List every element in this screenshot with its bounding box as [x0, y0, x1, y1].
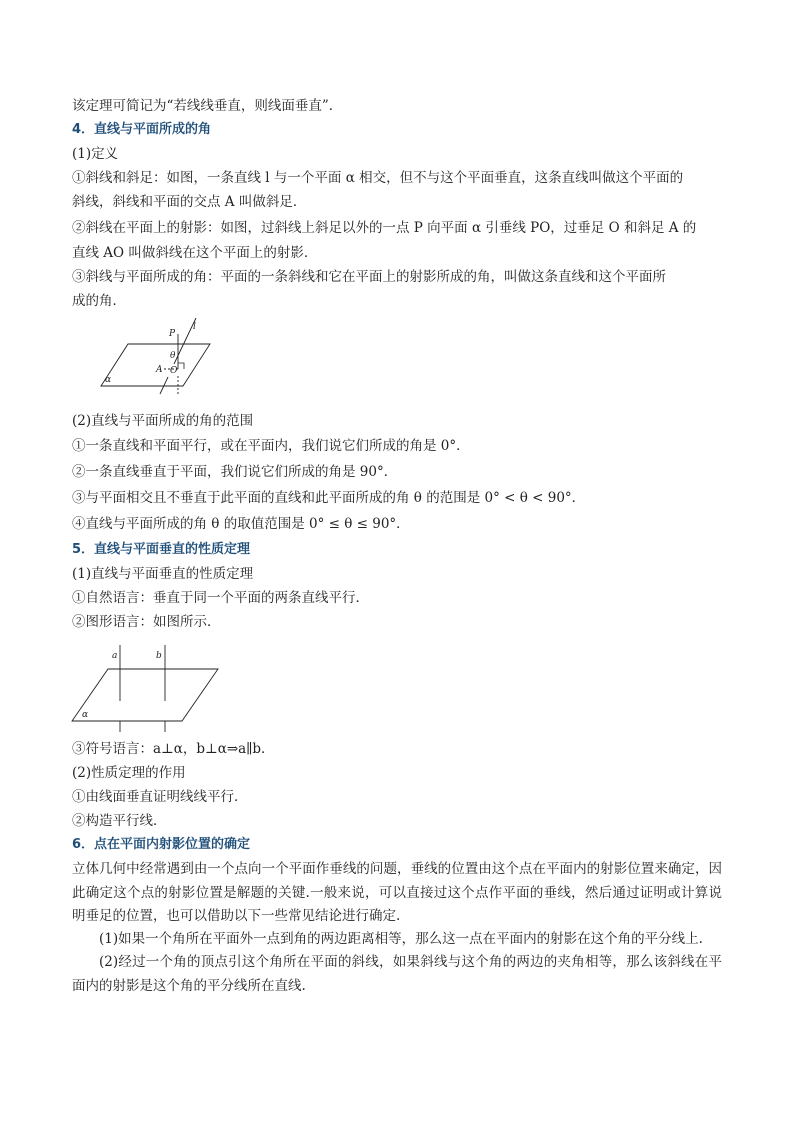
theorem-summary: 该定理可简记为“若线线垂直，则线面垂直”．	[72, 98, 343, 114]
angle-def-1: ③斜线与平面所成的角：平面的一条斜线和它在平面上的射影所成的角，叫做这条直线和这个平面所	[72, 269, 666, 285]
usage-item-2: ②构造平行线．	[72, 813, 167, 829]
range-item-1: ①一条直线和平面平行，或在平面内，我们说它们所成的角是 0°．	[72, 438, 470, 454]
line-l-label: l	[193, 322, 196, 332]
angle-def-2: 成的角．	[72, 293, 126, 309]
oblique-line-def-2: 斜线，斜线和平面的交点 A 叫做斜足．	[72, 194, 307, 210]
projection-def-2: 直线 AO 叫做斜线在这个平面上的射影．	[72, 245, 318, 261]
point-p-label: P	[169, 329, 176, 339]
natural-language: ①自然语言：垂直于同一个平面的两条直线平行．	[72, 590, 369, 606]
plane-alpha-label: α	[105, 375, 112, 385]
property-theorem-heading: (1)直线与平面垂直的性质定理	[72, 566, 254, 582]
range-heading: (2)直线与平面所成的角的范围	[72, 413, 254, 429]
projection-def-1: ②斜线在平面上的射影：如图，过斜线上斜足以外的一点 P 向平面 α 引垂线 PO，过垂足 O 和斜足 A 的	[72, 220, 697, 236]
oblique-line-figure	[98, 316, 218, 388]
point-o-label: O	[170, 366, 178, 376]
parallel-lines-figure	[72, 641, 222, 733]
usage-item-1: ①由线面垂直证明线线平行．	[72, 789, 248, 805]
definition-heading: (1)定义	[72, 146, 119, 162]
oblique-line-def-1: ①斜线和斜足：如图，一条直线 l 与一个平面 α 相交，但不与这个平面垂直，这条直线叫做这个平面的	[72, 170, 684, 186]
line-b-label: b	[156, 651, 162, 661]
line-a-label: a	[112, 651, 118, 661]
plane-alpha-label: α	[82, 710, 89, 720]
graphic-language: ②图形语言：如图所示．	[72, 614, 221, 630]
section-6-heading: 6．点在平面内射影位置的确定	[72, 837, 251, 852]
theorem-usage-heading: (2)性质定理的作用	[72, 765, 186, 781]
range-item-2: ②一条直线垂直于平面，我们说它们所成的角是 90°．	[72, 464, 398, 480]
symbolic-language: ③符号语言：a⊥α，b⊥α⇒a∥b．	[72, 741, 275, 757]
range-item-3: ③与平面相交且不垂直于此平面的直线和此平面所成的角 θ 的范围是 0° < θ < 90°．	[72, 490, 586, 506]
theta-label: θ	[170, 351, 176, 361]
conclusion-2-paragraph: (2)经过一个角的顶点引这个角所在平面的斜线，如果斜线与这个角的两边的夹角相等，那么该斜线在平面内的射影是这个角的平分线所在直线.	[72, 954, 722, 994]
section-4-heading: 4．直线与平面所成的角	[72, 122, 212, 137]
point-a-label: A	[156, 365, 163, 375]
range-item-4: ④直线与平面所成的角 θ 的取值范围是 0° ≤ θ ≤ 90°．	[72, 516, 410, 532]
section-5-heading: 5．直线与平面垂直的性质定理	[72, 542, 251, 557]
conclusion-1-paragraph: (1)如果一个角所在平面外一点到角的两边距离相等，那么这一点在平面内的射影在这个角的平分线上.	[99, 931, 703, 947]
projection-intro-paragraph: 立体几何中经常遇到由一个点向一个平面作垂线的问题，垂线的位置由这个点在平面内的射影位置来确定，因此确定这个点的射影位置是解题的关键.一般来说，可以直接过这个点作平面的垂线，然后通过证明或计算说明垂足的位置，也可以借助以下一些常见结论进行确定.	[72, 861, 722, 924]
